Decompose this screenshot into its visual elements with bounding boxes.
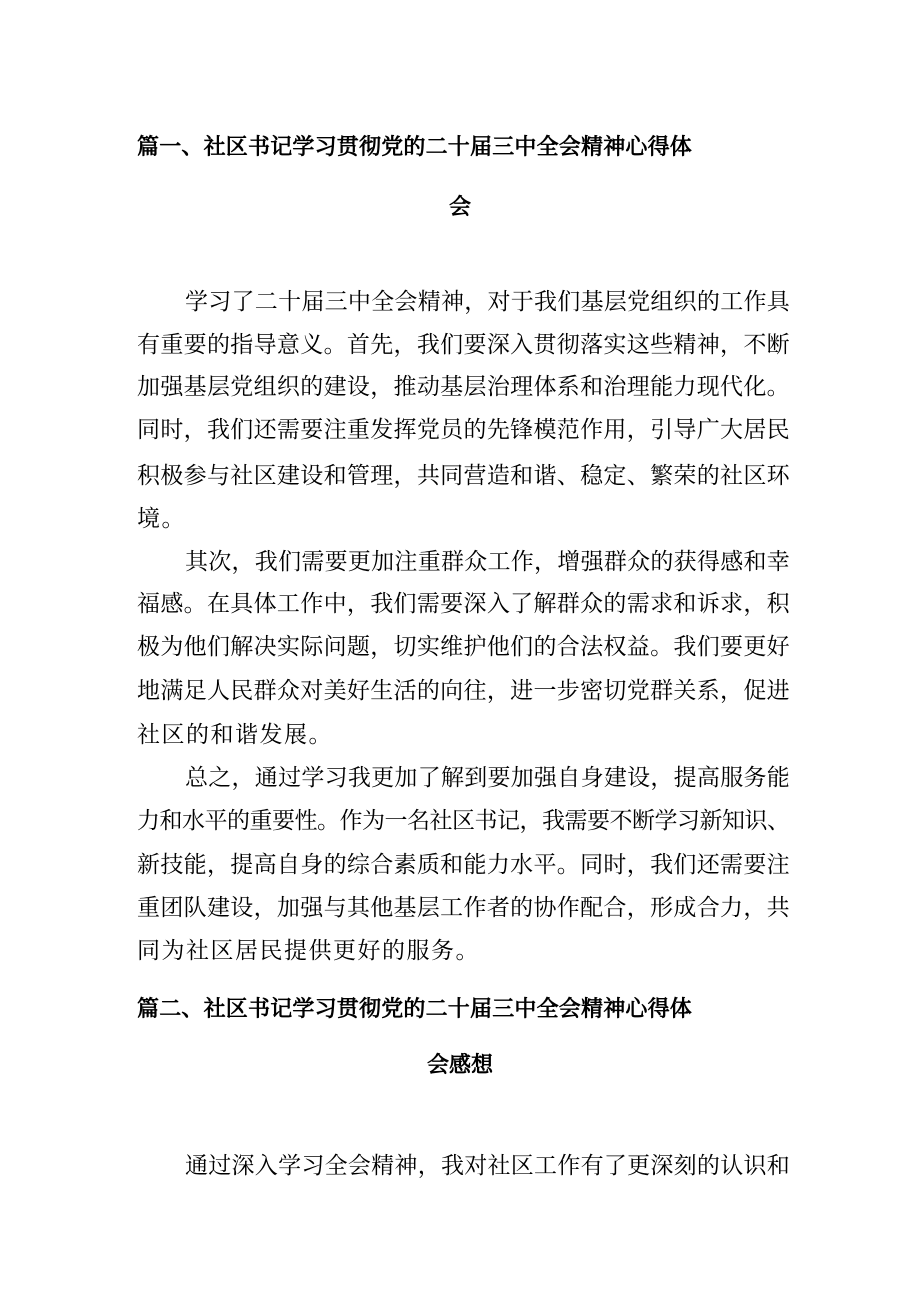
s1-p1-line2: 有重要的指导意义。首先，我们要深入贯彻落实这些精神，不断 (137, 332, 790, 358)
s1-p2-line1: 其次，我们需要更加注重群众工作，增强群众的获得感和幸 (185, 549, 790, 575)
section2-title-line2: 会感想 (426, 1053, 493, 1078)
s1-p3-line5: 同为社区居民提供更好的服务。 (137, 938, 480, 964)
section1-title-line1: 篇一、社区书记学习贯彻党的二十届三中全会精神心得体 (137, 135, 693, 160)
s1-p2-line3: 极为他们解决实际问题，切实维护他们的合法权益。我们要更好 (137, 634, 790, 660)
section1-title-line2: 会 (448, 195, 471, 220)
s1-p3-line2: 力和水平的重要性。作为一名社区书记，我需要不断学习新知识、 (137, 808, 790, 834)
section2-title-line1: 篇二、社区书记学习贯彻党的二十届三中全会精神心得体 (137, 997, 693, 1022)
s1-p3-line3: 新技能，提高自身的综合素质和能力水平。同时，我们还需要注 (137, 852, 790, 878)
s1-p1-line5: 积极参与社区建设和管理，共同营造和谐、稳定、繁荣的社区环 (137, 463, 790, 489)
s1-p1-line3: 加强基层党组织的建设，推动基层治理体系和治理能力现代化。 (137, 374, 790, 400)
s1-p2-line5: 社区的和谐发展。 (137, 722, 333, 748)
s1-p3-line1: 总之，通过学习我更加了解到要加强自身建设，提高服务能 (185, 765, 790, 791)
s2-p1-line1: 通过深入学习全会精神，我对社区工作有了更深刻的认识和 (185, 1153, 790, 1179)
s1-p1-line1: 学习了二十届三中全会精神，对于我们基层党组织的工作具 (185, 289, 790, 315)
s1-p2-line2: 福感。在具体工作中，我们需要深入了解群众的需求和诉求，积 (137, 591, 790, 617)
s1-p1-line6: 境。 (137, 506, 186, 532)
s1-p1-line4: 同时，我们还需要注重发挥党员的先锋模范作用，引导广大居民 (137, 417, 790, 443)
s1-p2-line4: 地满足人民群众对美好生活的向往，进一步密切党群关系，促进 (137, 678, 790, 704)
s1-p3-line4: 重团队建设，加强与其他基层工作者的协作配合，形成合力，共 (137, 895, 790, 921)
